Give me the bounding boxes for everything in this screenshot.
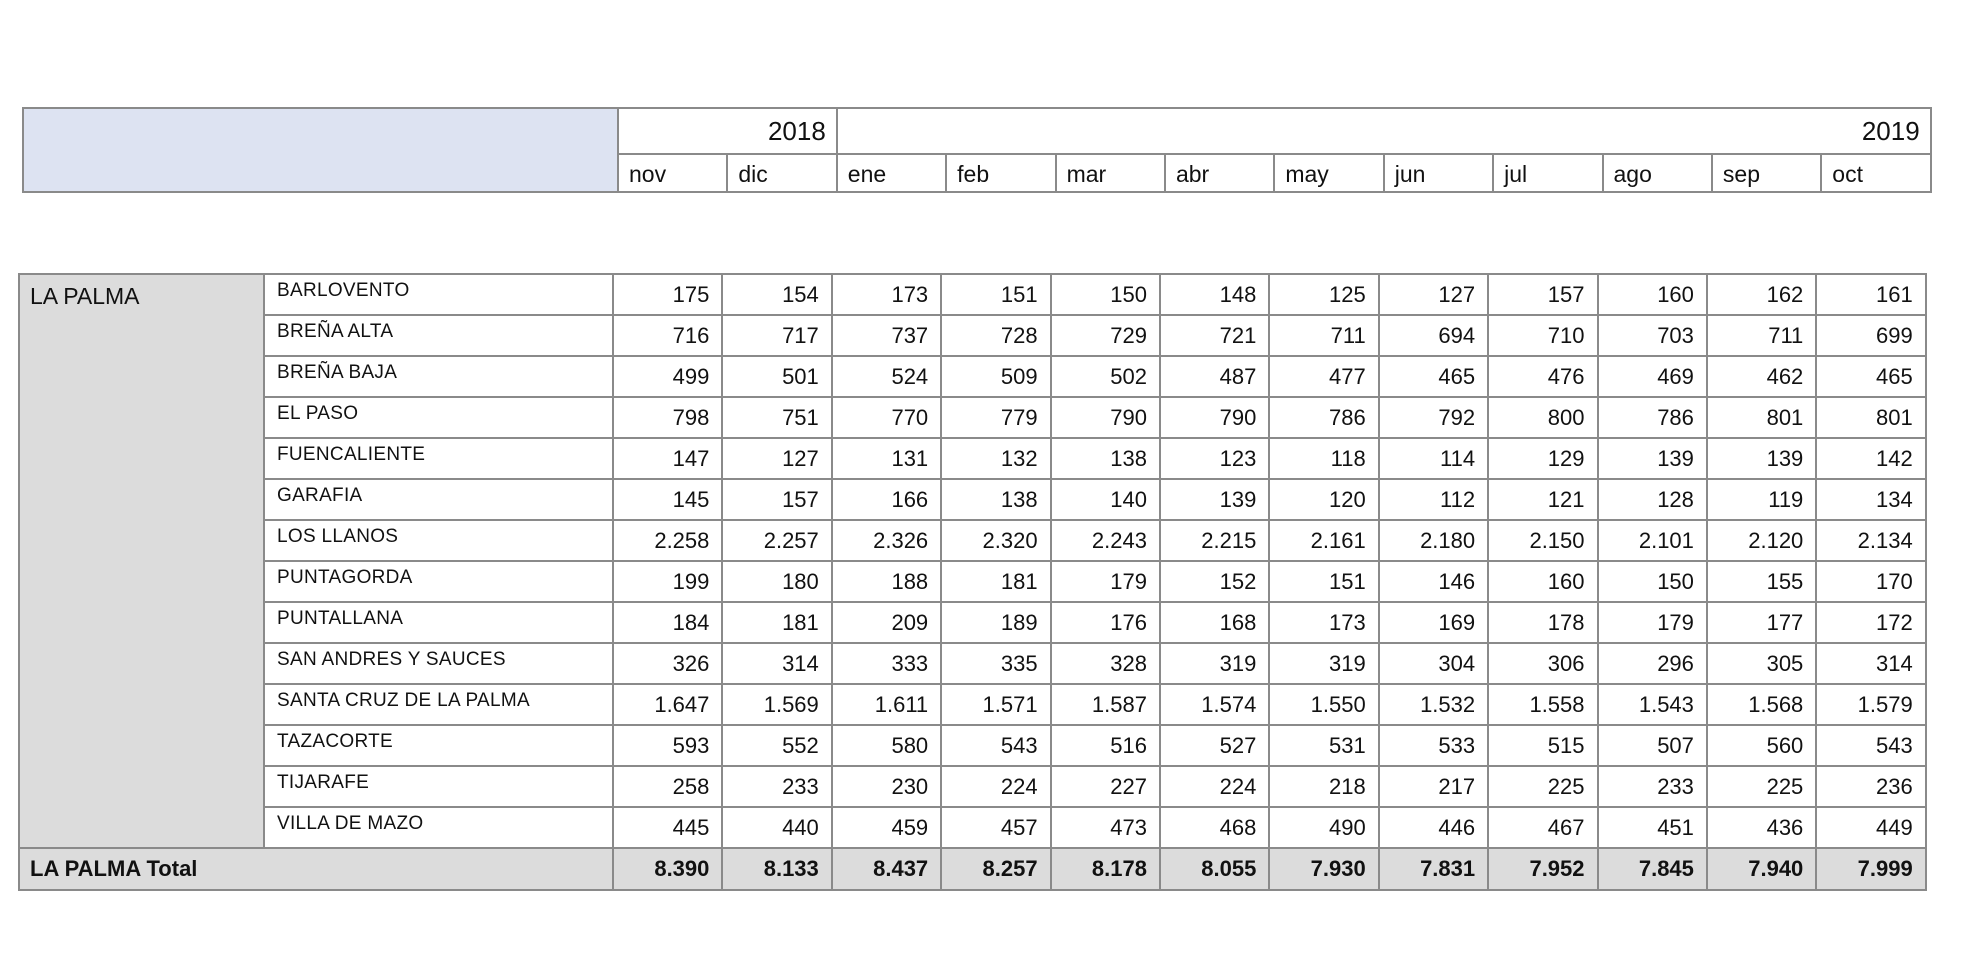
value-cell: 233 xyxy=(1598,766,1707,807)
value-cell: 580 xyxy=(832,725,941,766)
value-cell: 560 xyxy=(1707,725,1816,766)
value-cell: 543 xyxy=(1816,725,1925,766)
value-cell: 524 xyxy=(832,356,941,397)
value-cell: 449 xyxy=(1816,807,1925,848)
value-cell: 162 xyxy=(1707,274,1816,315)
value-cell: 147 xyxy=(613,438,722,479)
table-row xyxy=(19,479,1926,520)
value-cell: 146 xyxy=(1379,561,1488,602)
table-row xyxy=(19,684,1926,725)
month-header: abr xyxy=(1165,154,1274,192)
value-cell: 703 xyxy=(1598,315,1707,356)
value-cell: 527 xyxy=(1160,725,1269,766)
value-cell: 729 xyxy=(1051,315,1160,356)
value-cell: 468 xyxy=(1160,807,1269,848)
total-value-cell: 7.999 xyxy=(1816,848,1925,890)
value-cell: 436 xyxy=(1707,807,1816,848)
municipality-name: BREÑA BAJA xyxy=(264,356,613,397)
table-row xyxy=(19,643,1926,684)
value-cell: 501 xyxy=(722,356,831,397)
value-cell: 224 xyxy=(941,766,1050,807)
value-cell: 1.550 xyxy=(1269,684,1378,725)
municipality-name: EL PASO xyxy=(264,397,613,438)
municipality-name: FUENCALIENTE xyxy=(264,438,613,479)
value-cell: 151 xyxy=(1269,561,1378,602)
table-row xyxy=(19,766,1926,807)
value-cell: 145 xyxy=(613,479,722,520)
municipality-name: SANTA CRUZ DE LA PALMA xyxy=(264,684,613,725)
value-cell: 800 xyxy=(1488,397,1597,438)
table-row xyxy=(19,602,1926,643)
value-cell: 217 xyxy=(1379,766,1488,807)
year-row xyxy=(23,108,1931,154)
value-cell: 151 xyxy=(941,274,1050,315)
value-cell: 1.558 xyxy=(1488,684,1597,725)
value-cell: 319 xyxy=(1269,643,1378,684)
value-cell: 2.161 xyxy=(1269,520,1378,561)
value-cell: 188 xyxy=(832,561,941,602)
value-cell: 1.543 xyxy=(1598,684,1707,725)
total-value-cell: 7.845 xyxy=(1598,848,1707,890)
value-cell: 1.611 xyxy=(832,684,941,725)
total-value-cell: 8.178 xyxy=(1051,848,1160,890)
value-cell: 2.120 xyxy=(1707,520,1816,561)
month-header: may xyxy=(1274,154,1383,192)
value-cell: 160 xyxy=(1488,561,1597,602)
value-cell: 152 xyxy=(1160,561,1269,602)
month-header: mar xyxy=(1056,154,1165,192)
value-cell: 179 xyxy=(1051,561,1160,602)
table-row xyxy=(19,397,1926,438)
value-cell: 801 xyxy=(1707,397,1816,438)
value-cell: 451 xyxy=(1598,807,1707,848)
value-cell: 138 xyxy=(941,479,1050,520)
value-cell: 531 xyxy=(1269,725,1378,766)
value-cell: 120 xyxy=(1269,479,1378,520)
total-value-cell: 8.055 xyxy=(1160,848,1269,890)
value-cell: 465 xyxy=(1379,356,1488,397)
value-cell: 224 xyxy=(1160,766,1269,807)
value-cell: 150 xyxy=(1598,561,1707,602)
value-cell: 779 xyxy=(941,397,1050,438)
value-cell: 326 xyxy=(613,643,722,684)
municipality-name: SAN ANDRES Y SAUCES xyxy=(264,643,613,684)
table-row xyxy=(19,807,1926,848)
municipality-name: BARLOVENTO xyxy=(264,274,613,315)
value-cell: 139 xyxy=(1160,479,1269,520)
value-cell: 225 xyxy=(1707,766,1816,807)
value-cell: 790 xyxy=(1051,397,1160,438)
month-header: ago xyxy=(1603,154,1712,192)
value-cell: 2.257 xyxy=(722,520,831,561)
value-cell: 507 xyxy=(1598,725,1707,766)
value-cell: 462 xyxy=(1707,356,1816,397)
value-cell: 160 xyxy=(1598,274,1707,315)
value-cell: 499 xyxy=(613,356,722,397)
value-cell: 181 xyxy=(941,561,1050,602)
value-cell: 161 xyxy=(1816,274,1925,315)
value-cell: 129 xyxy=(1488,438,1597,479)
value-cell: 1.587 xyxy=(1051,684,1160,725)
value-cell: 169 xyxy=(1379,602,1488,643)
value-cell: 184 xyxy=(613,602,722,643)
value-cell: 711 xyxy=(1707,315,1816,356)
municipality-name: VILLA DE MAZO xyxy=(264,807,613,848)
value-cell: 716 xyxy=(613,315,722,356)
value-cell: 2.180 xyxy=(1379,520,1488,561)
value-cell: 131 xyxy=(832,438,941,479)
value-cell: 121 xyxy=(1488,479,1597,520)
municipality-name: GARAFIA xyxy=(264,479,613,520)
value-cell: 1.574 xyxy=(1160,684,1269,725)
value-cell: 798 xyxy=(613,397,722,438)
value-cell: 328 xyxy=(1051,643,1160,684)
value-cell: 258 xyxy=(613,766,722,807)
value-cell: 792 xyxy=(1379,397,1488,438)
value-cell: 119 xyxy=(1707,479,1816,520)
value-cell: 1.532 xyxy=(1379,684,1488,725)
value-cell: 1.647 xyxy=(613,684,722,725)
value-cell: 476 xyxy=(1488,356,1597,397)
municipality-name: BREÑA ALTA xyxy=(264,315,613,356)
value-cell: 157 xyxy=(1488,274,1597,315)
month-header: nov xyxy=(618,154,727,192)
value-cell: 593 xyxy=(613,725,722,766)
value-cell: 233 xyxy=(722,766,831,807)
table-row xyxy=(19,725,1926,766)
value-cell: 154 xyxy=(722,274,831,315)
value-cell: 490 xyxy=(1269,807,1378,848)
value-cell: 465 xyxy=(1816,356,1925,397)
value-cell: 296 xyxy=(1598,643,1707,684)
value-cell: 236 xyxy=(1816,766,1925,807)
value-cell: 209 xyxy=(832,602,941,643)
table-row xyxy=(19,438,1926,479)
value-cell: 134 xyxy=(1816,479,1925,520)
value-cell: 335 xyxy=(941,643,1050,684)
month-header: dic xyxy=(727,154,836,192)
value-cell: 225 xyxy=(1488,766,1597,807)
table-row xyxy=(19,561,1926,602)
value-cell: 543 xyxy=(941,725,1050,766)
value-cell: 2.215 xyxy=(1160,520,1269,561)
value-cell: 150 xyxy=(1051,274,1160,315)
value-cell: 710 xyxy=(1488,315,1597,356)
value-cell: 118 xyxy=(1269,438,1378,479)
month-header: jul xyxy=(1493,154,1602,192)
value-cell: 125 xyxy=(1269,274,1378,315)
value-cell: 333 xyxy=(832,643,941,684)
table-row xyxy=(19,315,1926,356)
data-body xyxy=(19,274,1926,890)
municipality-name: LOS LLANOS xyxy=(264,520,613,561)
value-cell: 1.569 xyxy=(722,684,831,725)
total-value-cell: 8.133 xyxy=(722,848,831,890)
value-cell: 694 xyxy=(1379,315,1488,356)
value-cell: 487 xyxy=(1160,356,1269,397)
header-table xyxy=(22,107,1932,193)
value-cell: 786 xyxy=(1269,397,1378,438)
value-cell: 319 xyxy=(1160,643,1269,684)
value-cell: 157 xyxy=(722,479,831,520)
value-cell: 304 xyxy=(1379,643,1488,684)
table-row xyxy=(19,520,1926,561)
value-cell: 2.150 xyxy=(1488,520,1597,561)
value-cell: 445 xyxy=(613,807,722,848)
value-cell: 218 xyxy=(1269,766,1378,807)
total-value-cell: 8.390 xyxy=(613,848,722,890)
value-cell: 770 xyxy=(832,397,941,438)
month-header: ene xyxy=(837,154,946,192)
value-cell: 180 xyxy=(722,561,831,602)
value-cell: 179 xyxy=(1598,602,1707,643)
value-cell: 2.243 xyxy=(1051,520,1160,561)
value-cell: 306 xyxy=(1488,643,1597,684)
value-cell: 2.320 xyxy=(941,520,1050,561)
value-cell: 175 xyxy=(613,274,722,315)
value-cell: 314 xyxy=(722,643,831,684)
value-cell: 440 xyxy=(722,807,831,848)
value-cell: 138 xyxy=(1051,438,1160,479)
value-cell: 502 xyxy=(1051,356,1160,397)
value-cell: 178 xyxy=(1488,602,1597,643)
month-header: sep xyxy=(1712,154,1821,192)
value-cell: 181 xyxy=(722,602,831,643)
municipality-name: TIJARAFE xyxy=(264,766,613,807)
value-cell: 168 xyxy=(1160,602,1269,643)
total-value-cell: 7.952 xyxy=(1488,848,1597,890)
value-cell: 515 xyxy=(1488,725,1597,766)
value-cell: 473 xyxy=(1051,807,1160,848)
value-cell: 2.326 xyxy=(832,520,941,561)
value-cell: 2.258 xyxy=(613,520,722,561)
value-cell: 446 xyxy=(1379,807,1488,848)
value-cell: 189 xyxy=(941,602,1050,643)
value-cell: 114 xyxy=(1379,438,1488,479)
month-header: oct xyxy=(1821,154,1930,192)
year-cell-2018: 2018 xyxy=(618,108,837,154)
month-header: jun xyxy=(1384,154,1493,192)
value-cell: 2.101 xyxy=(1598,520,1707,561)
value-cell: 728 xyxy=(941,315,1050,356)
value-cell: 123 xyxy=(1160,438,1269,479)
value-cell: 176 xyxy=(1051,602,1160,643)
value-cell: 801 xyxy=(1816,397,1925,438)
total-value-cell: 8.437 xyxy=(832,848,941,890)
month-header: feb xyxy=(946,154,1055,192)
value-cell: 227 xyxy=(1051,766,1160,807)
value-cell: 128 xyxy=(1598,479,1707,520)
value-cell: 552 xyxy=(722,725,831,766)
value-cell: 142 xyxy=(1816,438,1925,479)
value-cell: 699 xyxy=(1816,315,1925,356)
value-cell: 509 xyxy=(941,356,1050,397)
value-cell: 166 xyxy=(832,479,941,520)
value-cell: 199 xyxy=(613,561,722,602)
value-cell: 148 xyxy=(1160,274,1269,315)
total-value-cell: 7.940 xyxy=(1707,848,1816,890)
region-label: LA PALMA xyxy=(19,274,264,848)
total-value-cell: 7.831 xyxy=(1379,848,1488,890)
value-cell: 140 xyxy=(1051,479,1160,520)
value-cell: 112 xyxy=(1379,479,1488,520)
value-cell: 173 xyxy=(1269,602,1378,643)
value-cell: 717 xyxy=(722,315,831,356)
municipality-name: PUNTALLANA xyxy=(264,602,613,643)
value-cell: 1.568 xyxy=(1707,684,1816,725)
data-table xyxy=(18,273,1927,891)
total-value-cell: 8.257 xyxy=(941,848,1050,890)
value-cell: 177 xyxy=(1707,602,1816,643)
municipality-name: TAZACORTE xyxy=(264,725,613,766)
header-blank-cell xyxy=(23,108,618,192)
value-cell: 173 xyxy=(832,274,941,315)
value-cell: 737 xyxy=(832,315,941,356)
value-cell: 457 xyxy=(941,807,1050,848)
value-cell: 127 xyxy=(722,438,831,479)
value-cell: 139 xyxy=(1598,438,1707,479)
value-cell: 1.579 xyxy=(1816,684,1925,725)
value-cell: 751 xyxy=(722,397,831,438)
value-cell: 469 xyxy=(1598,356,1707,397)
table-row xyxy=(19,274,1926,315)
total-label: LA PALMA Total xyxy=(19,848,613,890)
value-cell: 170 xyxy=(1816,561,1925,602)
table-row xyxy=(19,356,1926,397)
value-cell: 127 xyxy=(1379,274,1488,315)
value-cell: 721 xyxy=(1160,315,1269,356)
value-cell: 139 xyxy=(1707,438,1816,479)
value-cell: 711 xyxy=(1269,315,1378,356)
value-cell: 533 xyxy=(1379,725,1488,766)
value-cell: 230 xyxy=(832,766,941,807)
value-cell: 790 xyxy=(1160,397,1269,438)
value-cell: 1.571 xyxy=(941,684,1050,725)
value-cell: 155 xyxy=(1707,561,1816,602)
year-cell-2019: 2019 xyxy=(837,108,1931,154)
value-cell: 786 xyxy=(1598,397,1707,438)
value-cell: 305 xyxy=(1707,643,1816,684)
value-cell: 467 xyxy=(1488,807,1597,848)
value-cell: 314 xyxy=(1816,643,1925,684)
value-cell: 477 xyxy=(1269,356,1378,397)
municipality-name: PUNTAGORDA xyxy=(264,561,613,602)
value-cell: 132 xyxy=(941,438,1050,479)
total-value-cell: 7.930 xyxy=(1269,848,1378,890)
total-row xyxy=(19,848,1926,890)
value-cell: 459 xyxy=(832,807,941,848)
value-cell: 2.134 xyxy=(1816,520,1925,561)
value-cell: 172 xyxy=(1816,602,1925,643)
value-cell: 516 xyxy=(1051,725,1160,766)
